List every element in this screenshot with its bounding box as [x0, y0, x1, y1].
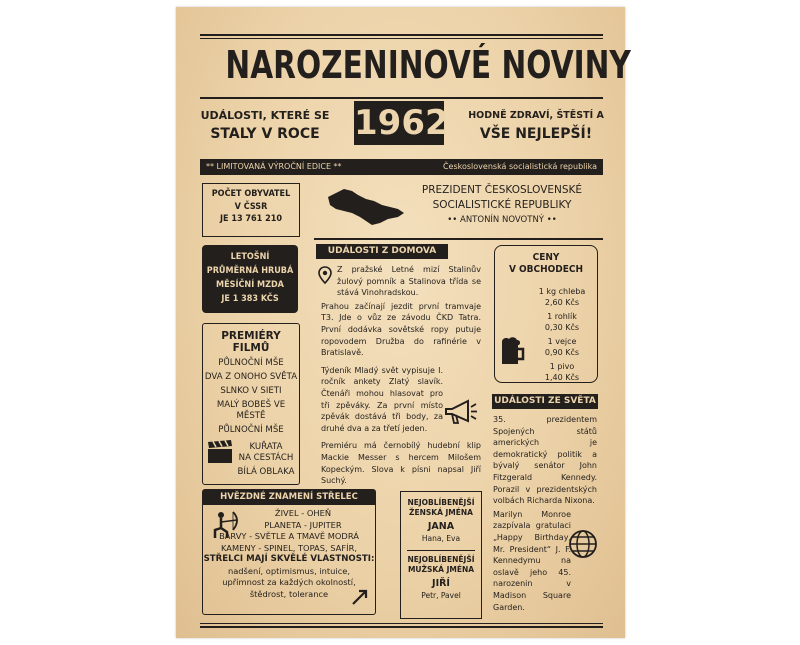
wage-line2: PRŮMĚRNÁ HRUBÁ — [206, 266, 294, 276]
bottom-rule-thick — [200, 626, 603, 628]
prices-heading1: CENY — [532, 252, 560, 263]
home-events-heading: UDÁLOSTI Z DOMOVA — [316, 244, 448, 259]
price-item-1-name: 1 kg chleba — [538, 287, 586, 296]
price-item-3-name: 1 vejce — [547, 337, 577, 346]
films-heading: PREMIÉRY FILMŮ — [221, 330, 281, 354]
world-event-2: Marilyn Monroe zazpívala gratulaci „Happy Birthday, Mr. President“ J. F. Kennedymu na oslavě jeho 45. narozenin v Madison Square Garden. — [493, 509, 571, 612]
bottom-rule — [200, 623, 603, 624]
price-item-3-value: 0,90 Kčs — [544, 348, 580, 357]
population-line2: V ČSSR — [234, 201, 268, 212]
male-names-others: Petr, Pavel — [421, 591, 461, 600]
film-2: DVA Z ONOHO SVĚTA — [204, 372, 298, 382]
wage-box — [202, 245, 298, 313]
header-right-text — [466, 107, 606, 143]
home-events-text — [321, 264, 481, 487]
price-item-1-value: 2,60 Kčs — [544, 298, 580, 307]
zodiac-trait-2: upřímnost za každých okolností, — [222, 577, 356, 587]
population-line3: JE 13 761 210 — [219, 214, 283, 224]
film-6b: NA CESTÁCH — [238, 453, 294, 463]
home-event-4: Premiéru má černobílý hudební klip Mackie Messer s hercem Milošem Kopeckým. Slova k písni napsal Jiří Suchý. — [321, 441, 481, 486]
world-events-text — [493, 414, 597, 613]
female-names-heading1: NEJOBLÍBENĚJŠÍ — [407, 498, 475, 507]
home-event-1: Z pražské Letné mizí Stalinův žulový pomník a Stalinova třída se stává Vinohradskou. — [337, 265, 481, 298]
header-left-line2: STALY V ROCE — [210, 126, 320, 142]
home-event-3: Týdeník Mladý svět vypisuje I. ročník ankety Zlatý slavík. Čtenáři mohou hlasovat pro tři zpěváky. Za první místo zpěvák dostává tři body, za druhé dva a za třetí jeden. — [321, 365, 443, 433]
film-5: PŮLNOČNÍ MŠE — [218, 425, 284, 435]
female-names-heading2: ŽENSKÁ JMÉNA — [409, 508, 473, 517]
population-line1: POČET OBYVATEL — [211, 189, 291, 199]
edition-label: ** LIMITOVANÁ VÝROČNÍ EDICE ** — [206, 162, 342, 171]
top-rule-thin — [200, 38, 603, 39]
president-line1: PREZIDENT ČESKOSLOVENSKÉ — [421, 184, 583, 196]
zodiac-box — [202, 489, 376, 615]
male-names-heading1: NEJOBLÍBENĚJŠÍ — [407, 555, 475, 564]
price-item-4-value: 1,40 Kčs — [544, 373, 580, 382]
film-3: SLNKO V SIETI — [220, 386, 282, 396]
megaphone-icon — [444, 399, 478, 425]
arrow-icon — [351, 588, 369, 606]
prices-box — [494, 245, 598, 383]
top-rule — [200, 34, 603, 36]
price-item-2-name: 1 rohlík — [547, 312, 577, 321]
section-rule — [314, 238, 603, 240]
film-4b: MĚSTĚ — [236, 411, 266, 421]
header-left-line1: UDÁLOSTI, KTERÉ SE — [200, 109, 330, 122]
zodiac-stones: KAMENY - SPINEL, TOPAS, SAFÍR, — [221, 542, 357, 553]
zodiac-colors: BARVY - SVĚTLE A TMAVĚ MODRÁ — [219, 531, 359, 541]
male-names-top: JIŘÍ — [432, 578, 450, 589]
header-right-line1: HODNĚ ZDRAVÍ, ŠTĚSTÍ A — [468, 110, 604, 121]
zodiac-trait-1: nadšení, optimismus, intuice, — [227, 565, 351, 576]
header-left-text — [200, 107, 330, 143]
edition-bar — [200, 159, 603, 175]
zodiac-trait-3: štědrost, tolerance — [249, 588, 329, 599]
year-badge: 1962 — [354, 103, 449, 143]
zodiac-heading: HVĚZDNÉ ZNAMENÍ STŘELEC — [203, 490, 375, 505]
price-item-4-name: 1 pivo — [549, 362, 575, 371]
film-7: BÍLÁ OBLAKA — [237, 467, 295, 477]
names-box — [400, 491, 482, 619]
female-names-top: JANA — [427, 521, 455, 532]
world-event-1: 35. prezidentem Spojených států amerických je demokratický politik a bývalý senátor John Fitzgerald Kennedy. Porazil v prezidentských volbách Richarda Nixona. — [493, 415, 597, 506]
film-6: KUŘATA — [249, 442, 283, 452]
films-box — [202, 323, 300, 485]
president-block — [412, 183, 592, 227]
zodiac-element: ŽIVEL - OHEŇ — [274, 508, 332, 518]
wage-line4: JE 1 383 KČS — [221, 294, 279, 304]
male-names-heading2: MUŽSKÁ JMÉNA — [407, 565, 475, 574]
president-line2: SOCIALISTICKÉ REPUBLIKY — [432, 199, 572, 211]
czechoslovakia-map-icon — [326, 187, 406, 229]
wage-line3: MĚSÍČNÍ MZDA — [216, 280, 284, 290]
country-label: Československá socialistická republika — [442, 162, 597, 171]
header-right-line2: VŠE NEJLEPŠÍ! — [479, 126, 593, 142]
prices-heading2: V OBCHODECH — [508, 264, 584, 275]
globe-icon — [568, 529, 598, 559]
female-names-others: Hana, Eva — [421, 534, 461, 543]
president-name: •• ANTONÍN NOVOTNÝ •• — [447, 215, 557, 225]
population-box — [202, 183, 300, 237]
price-item-2-value: 0,30 Kčs — [544, 323, 580, 332]
wage-line1: LETOŠNÍ — [230, 252, 270, 262]
zodiac-planet: PLANETA - JUPITER — [264, 519, 342, 530]
world-events-heading: UDÁLOSTI ZE SVĚTA — [492, 394, 598, 409]
newspaper-title: NAROZENINOVÉ NOVINY — [225, 43, 631, 87]
zodiac-traits-heading: STŘELCI MAJÍ SKVĚLÉ VLASTNOSTI: — [203, 554, 375, 564]
home-event-2: Prahou začínají jezdit první tramvaje T3. Jde o vůz ze závodu ČKD Tatra. První dodávka sovětské ropy putuje ropovodem Družba do rafinérie v Bratislavě. — [321, 301, 481, 358]
title-rule — [200, 97, 603, 99]
film-4: MALÝ BOBEŠ VE — [216, 400, 286, 410]
beer-mug-icon — [499, 336, 527, 366]
clapperboard-icon — [207, 440, 233, 464]
newspaper-poster — [176, 7, 631, 638]
film-1: PŮLNOČNÍ MŠE — [218, 358, 284, 368]
